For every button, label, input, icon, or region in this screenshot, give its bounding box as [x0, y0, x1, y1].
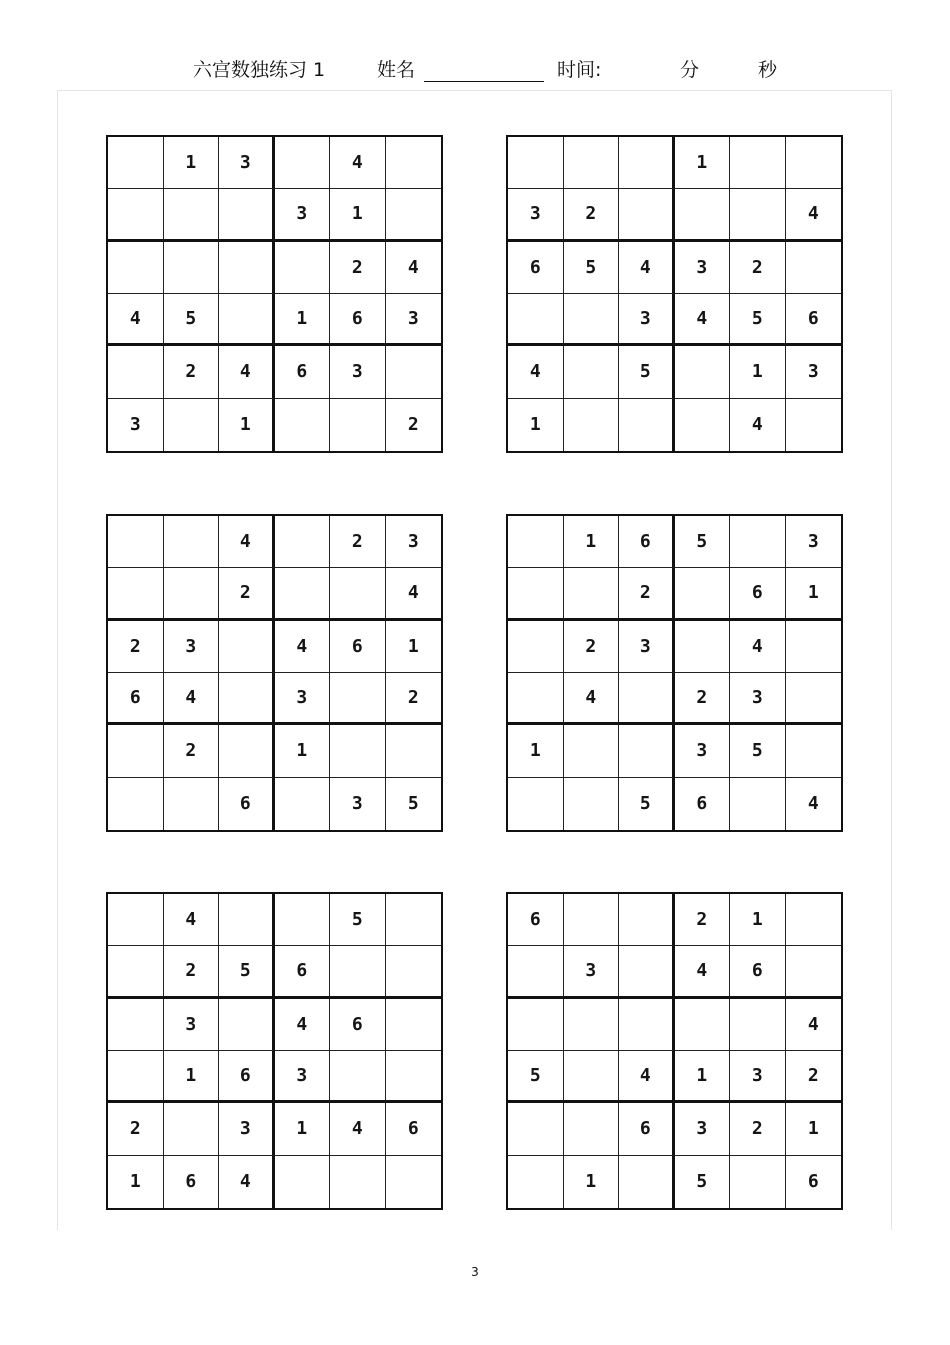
given-cell: 1	[675, 1051, 731, 1103]
given-cell: 3	[619, 294, 675, 346]
name-label: 姓名	[377, 59, 416, 81]
given-cell: 1	[786, 1103, 842, 1155]
given-cell: 3	[675, 725, 731, 777]
given-cell: 5	[219, 946, 275, 998]
empty-cell[interactable]	[508, 137, 564, 189]
given-cell: 1	[219, 399, 275, 451]
given-cell: 2	[730, 1103, 786, 1155]
empty-cell[interactable]	[164, 242, 220, 294]
given-cell: 4	[275, 621, 331, 673]
name-blank-line[interactable]	[424, 61, 544, 82]
empty-cell[interactable]	[786, 673, 842, 725]
given-cell: 6	[619, 516, 675, 568]
given-cell: 5	[730, 294, 786, 346]
empty-cell[interactable]	[108, 189, 164, 241]
given-cell: 1	[508, 725, 564, 777]
given-cell: 4	[675, 294, 731, 346]
given-cell: 6	[164, 1156, 220, 1208]
given-cell: 4	[786, 999, 842, 1051]
empty-cell[interactable]	[619, 399, 675, 451]
given-cell: 6	[675, 778, 731, 830]
empty-cell[interactable]	[508, 778, 564, 830]
given-cell: 4	[108, 294, 164, 346]
empty-cell[interactable]	[108, 516, 164, 568]
given-cell: 2	[730, 242, 786, 294]
empty-cell[interactable]	[330, 1156, 386, 1208]
sudoku-grid-6	[506, 892, 843, 1210]
empty-cell[interactable]	[619, 1156, 675, 1208]
empty-cell[interactable]	[508, 621, 564, 673]
given-cell: 3	[619, 621, 675, 673]
given-cell: 3	[330, 346, 386, 398]
given-cell: 3	[108, 399, 164, 451]
given-cell: 6	[786, 294, 842, 346]
empty-cell[interactable]	[275, 894, 331, 946]
empty-cell[interactable]	[386, 725, 442, 777]
given-cell: 3	[386, 294, 442, 346]
given-cell: 4	[164, 894, 220, 946]
given-cell: 2	[164, 725, 220, 777]
empty-cell[interactable]	[508, 999, 564, 1051]
given-cell: 2	[386, 673, 442, 725]
empty-cell[interactable]	[564, 137, 620, 189]
given-cell: 4	[219, 1156, 275, 1208]
given-cell: 5	[619, 778, 675, 830]
given-cell: 4	[807, 793, 819, 815]
empty-cell[interactable]	[164, 189, 220, 241]
given-cell: 4	[386, 568, 442, 620]
empty-cell[interactable]	[330, 568, 386, 620]
empty-cell[interactable]	[330, 399, 386, 451]
empty-cell[interactable]	[508, 673, 564, 725]
given-cell: 3	[675, 1103, 731, 1155]
given-cell: 4	[330, 137, 386, 189]
empty-cell[interactable]	[675, 189, 731, 241]
empty-cell[interactable]	[675, 568, 731, 620]
worksheet-header	[0, 57, 950, 83]
given-cell: 2	[675, 894, 731, 946]
given-cell: 5	[330, 894, 386, 946]
given-cell: 3	[564, 946, 620, 998]
given-cell: 3	[164, 999, 220, 1051]
given-cell: 2	[330, 516, 386, 568]
empty-cell[interactable]	[275, 242, 331, 294]
given-cell: 1	[330, 189, 386, 241]
given-cell: 1	[675, 137, 731, 189]
empty-cell[interactable]	[386, 1051, 442, 1103]
empty-cell[interactable]	[108, 999, 164, 1051]
empty-cell[interactable]	[508, 946, 564, 998]
given-cell: 6	[730, 946, 786, 998]
empty-cell[interactable]	[219, 725, 275, 777]
empty-cell[interactable]	[219, 621, 275, 673]
page-number: 3	[471, 1265, 479, 1279]
empty-cell[interactable]	[219, 242, 275, 294]
given-cell: 1	[564, 1156, 620, 1208]
empty-cell[interactable]	[275, 568, 331, 620]
given-cell: 4	[786, 189, 842, 241]
given-cell: 5	[508, 1051, 564, 1103]
sudoku-grid-2	[506, 135, 843, 453]
seconds-label: 秒	[758, 59, 778, 81]
empty-cell[interactable]	[164, 1103, 220, 1155]
given-cell: 3	[275, 1051, 331, 1103]
empty-cell[interactable]	[275, 137, 331, 189]
given-cell: 2	[108, 1103, 164, 1155]
given-cell: 4	[386, 242, 442, 294]
given-cell: 4	[730, 399, 786, 451]
empty-cell[interactable]	[508, 294, 564, 346]
empty-cell[interactable]	[730, 137, 786, 189]
given-cell: 6	[730, 568, 786, 620]
given-cell: 4	[564, 673, 620, 725]
empty-cell[interactable]	[508, 1103, 564, 1155]
empty-cell[interactable]	[786, 946, 842, 998]
empty-cell[interactable]	[675, 346, 731, 398]
given-cell: 2	[407, 414, 419, 436]
given-cell: 6	[219, 1051, 275, 1103]
empty-cell[interactable]	[619, 999, 675, 1051]
empty-cell[interactable]	[108, 1051, 164, 1103]
given-cell: 2	[675, 673, 731, 725]
empty-cell[interactable]	[108, 778, 164, 830]
given-cell: 1	[275, 725, 331, 777]
empty-cell[interactable]	[564, 1051, 620, 1103]
given-cell: 3	[730, 1051, 786, 1103]
empty-cell[interactable]	[564, 999, 620, 1051]
empty-cell[interactable]	[330, 946, 386, 998]
empty-cell[interactable]	[619, 725, 675, 777]
given-cell: 6	[508, 242, 564, 294]
given-cell: 1	[275, 294, 331, 346]
given-cell: 6	[275, 946, 331, 998]
empty-cell[interactable]	[730, 999, 786, 1051]
empty-cell[interactable]	[730, 189, 786, 241]
minutes-label: 分	[680, 59, 700, 81]
empty-cell[interactable]	[564, 1103, 620, 1155]
given-cell: 5	[407, 793, 419, 815]
given-cell: 6	[386, 1103, 442, 1155]
given-cell: 5	[164, 294, 220, 346]
empty-cell[interactable]	[564, 294, 620, 346]
empty-cell[interactable]	[386, 346, 442, 398]
empty-cell[interactable]	[219, 189, 275, 241]
given-cell: 1	[508, 399, 564, 451]
empty-cell[interactable]	[386, 1156, 442, 1208]
empty-cell[interactable]	[164, 568, 220, 620]
empty-cell[interactable]	[730, 778, 786, 830]
empty-cell[interactable]	[219, 894, 275, 946]
given-cell: 2	[564, 189, 620, 241]
empty-cell[interactable]	[108, 242, 164, 294]
given-cell: 1	[386, 621, 442, 673]
given-cell: 4	[675, 946, 731, 998]
empty-cell[interactable]	[564, 894, 620, 946]
given-cell: 3	[786, 346, 842, 398]
sudoku-grid-4	[506, 514, 843, 832]
empty-cell[interactable]	[564, 399, 620, 451]
time-label: 时间:	[557, 59, 602, 81]
given-cell: 1	[164, 1051, 220, 1103]
given-cell: 2	[564, 621, 620, 673]
given-cell: 3	[219, 1103, 275, 1155]
given-cell: 2	[164, 346, 220, 398]
empty-cell[interactable]	[164, 778, 220, 830]
empty-cell[interactable]	[675, 621, 731, 673]
empty-cell[interactable]	[619, 946, 675, 998]
empty-cell[interactable]	[786, 137, 842, 189]
given-cell: 4	[508, 346, 564, 398]
empty-cell[interactable]	[564, 346, 620, 398]
empty-cell[interactable]	[619, 189, 675, 241]
given-cell: 5	[564, 242, 620, 294]
empty-cell[interactable]	[108, 568, 164, 620]
given-cell: 5	[675, 1156, 731, 1208]
empty-cell[interactable]	[386, 946, 442, 998]
empty-cell[interactable]	[786, 894, 842, 946]
given-cell: 3	[730, 673, 786, 725]
given-cell: 6	[508, 894, 564, 946]
empty-cell[interactable]	[508, 568, 564, 620]
empty-cell[interactable]	[108, 894, 164, 946]
empty-cell[interactable]	[564, 568, 620, 620]
sudoku-grid-5	[106, 892, 443, 1210]
given-cell: 1	[786, 568, 842, 620]
given-cell: 2	[108, 621, 164, 673]
empty-cell[interactable]	[386, 189, 442, 241]
given-cell: 5	[675, 516, 731, 568]
empty-cell[interactable]	[786, 399, 842, 451]
empty-cell[interactable]	[275, 778, 331, 830]
empty-cell[interactable]	[219, 673, 275, 725]
given-cell: 1	[164, 137, 220, 189]
given-cell: 6	[619, 1103, 675, 1155]
given-cell: 5	[730, 725, 786, 777]
empty-cell[interactable]	[386, 999, 442, 1051]
given-cell: 1	[730, 894, 786, 946]
empty-cell[interactable]	[330, 725, 386, 777]
given-cell: 6	[275, 346, 331, 398]
given-cell: 1	[275, 1103, 331, 1155]
empty-cell[interactable]	[675, 399, 731, 451]
empty-cell[interactable]	[564, 778, 620, 830]
given-cell: 2	[786, 1051, 842, 1103]
given-cell: 1	[564, 516, 620, 568]
empty-cell[interactable]	[164, 399, 220, 451]
given-cell: 4	[219, 516, 275, 568]
given-cell: 4	[619, 1051, 675, 1103]
empty-cell[interactable]	[330, 673, 386, 725]
given-cell: 3	[508, 189, 564, 241]
given-cell: 3	[275, 189, 331, 241]
given-cell: 3	[675, 242, 731, 294]
empty-cell[interactable]	[386, 894, 442, 946]
empty-cell[interactable]	[275, 399, 331, 451]
empty-cell[interactable]	[275, 516, 331, 568]
empty-cell[interactable]	[619, 894, 675, 946]
given-cell: 3	[275, 673, 331, 725]
empty-cell[interactable]	[619, 673, 675, 725]
empty-cell[interactable]	[108, 346, 164, 398]
given-cell: 6	[330, 621, 386, 673]
given-cell: 6	[330, 294, 386, 346]
empty-cell[interactable]	[164, 516, 220, 568]
given-cell: 4	[275, 999, 331, 1051]
empty-cell[interactable]	[786, 242, 842, 294]
empty-cell[interactable]	[275, 1156, 331, 1208]
given-cell: 2	[219, 568, 275, 620]
given-cell: 3	[330, 778, 386, 830]
given-cell: 4	[330, 1103, 386, 1155]
sudoku-grid-3	[106, 514, 443, 832]
empty-cell[interactable]	[386, 137, 442, 189]
empty-cell[interactable]	[219, 294, 275, 346]
worksheet-title: 六宫数独练习 1	[193, 59, 326, 81]
given-cell: 3	[786, 516, 842, 568]
empty-cell[interactable]	[730, 516, 786, 568]
empty-cell[interactable]	[108, 946, 164, 998]
given-cell: 6	[108, 673, 164, 725]
given-cell: 6	[807, 1171, 819, 1193]
given-cell: 4	[730, 621, 786, 673]
empty-cell[interactable]	[786, 621, 842, 673]
given-cell: 6	[219, 778, 275, 830]
empty-cell[interactable]	[108, 137, 164, 189]
sudoku-grid-1	[106, 135, 443, 453]
given-cell: 3	[164, 621, 220, 673]
empty-cell[interactable]	[675, 999, 731, 1051]
given-cell: 1	[108, 1156, 164, 1208]
empty-cell[interactable]	[508, 516, 564, 568]
given-cell: 4	[219, 346, 275, 398]
given-cell: 4	[164, 673, 220, 725]
given-cell: 1	[730, 346, 786, 398]
empty-cell[interactable]	[619, 137, 675, 189]
given-cell: 6	[330, 999, 386, 1051]
empty-cell[interactable]	[330, 1051, 386, 1103]
empty-cell[interactable]	[508, 1156, 564, 1208]
given-cell: 2	[619, 568, 675, 620]
given-cell: 2	[164, 946, 220, 998]
empty-cell[interactable]	[108, 725, 164, 777]
empty-cell[interactable]	[219, 999, 275, 1051]
empty-cell[interactable]	[730, 1156, 786, 1208]
empty-cell[interactable]	[564, 725, 620, 777]
given-cell: 2	[330, 242, 386, 294]
empty-cell[interactable]	[786, 725, 842, 777]
given-cell: 3	[386, 516, 442, 568]
given-cell: 5	[619, 346, 675, 398]
given-cell: 3	[219, 137, 275, 189]
given-cell: 4	[619, 242, 675, 294]
